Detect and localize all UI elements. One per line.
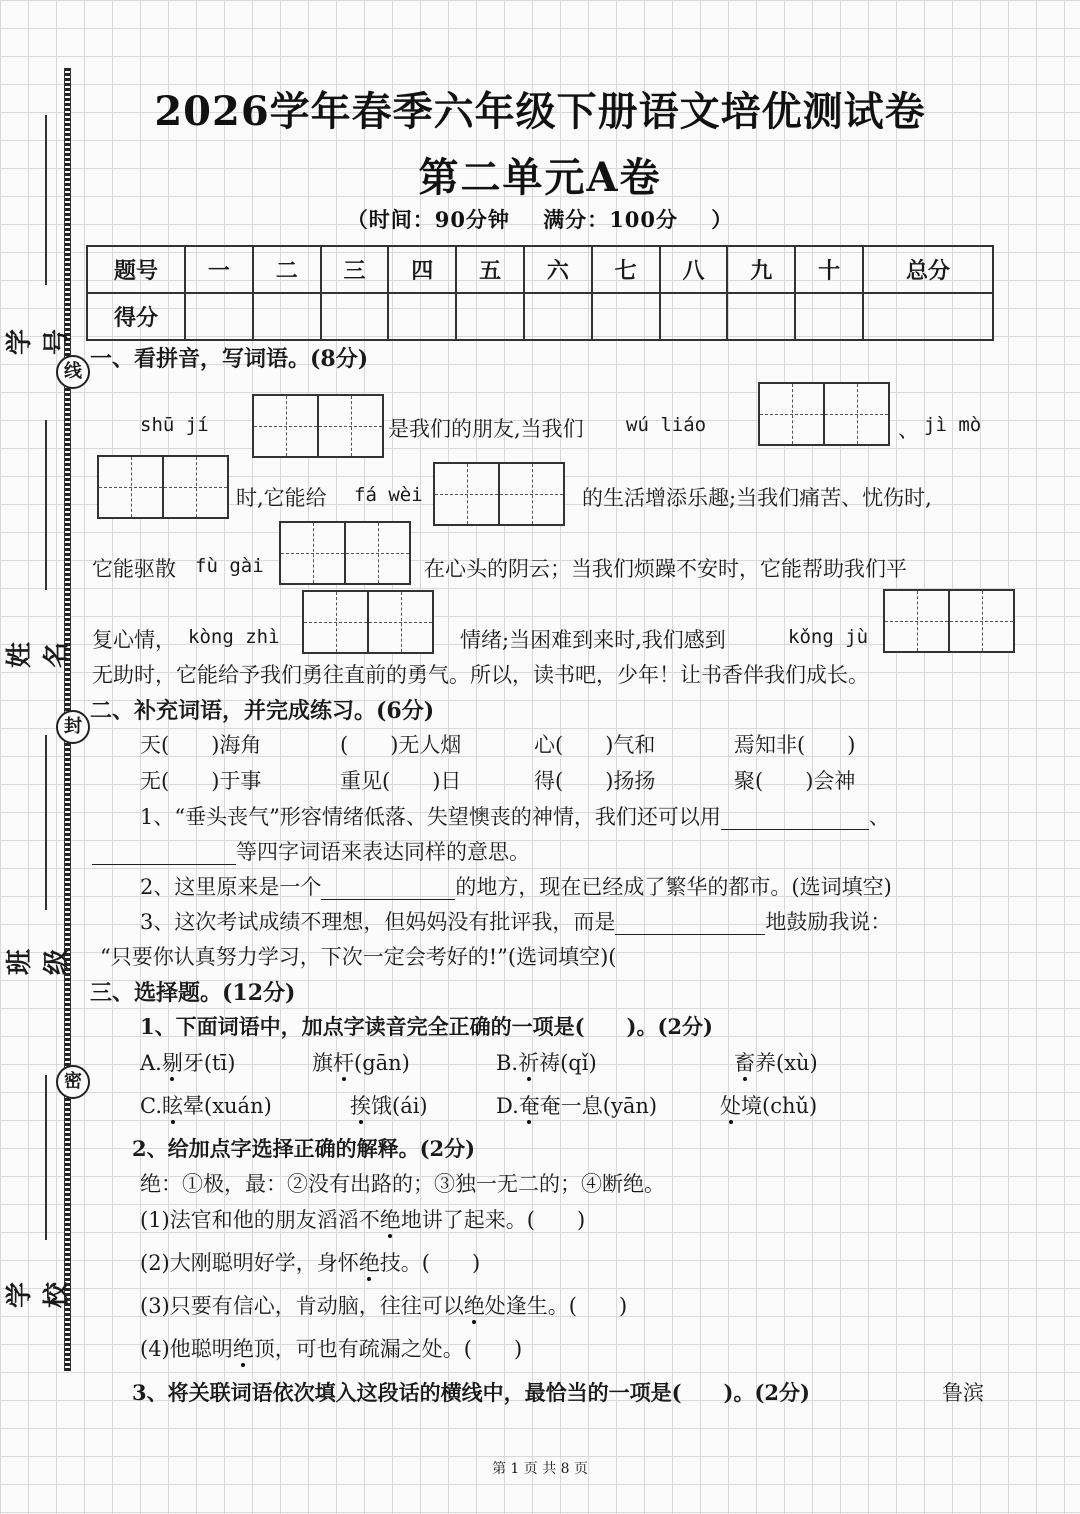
option-a-word2: 旗杆(gān) [312, 1051, 410, 1075]
score-row-label: 得分 [87, 293, 185, 340]
s1-text-5: 在心头的阴云；当我们烦躁不安时，它能帮助我们平 [424, 557, 907, 581]
idiom-fill[interactable]: 天( )海角 [140, 733, 262, 757]
s3-q3: 3、将关联词语依次填入这段话的横线中，最恰当的一项是( )。(2分) [132, 1380, 810, 1405]
s3-q2-sentence[interactable]: (2)大刚聪明好学，身怀绝技。( ) [140, 1251, 481, 1275]
s2-q3-text2: 地鼓励我说： [765, 910, 892, 934]
section2-heading: 二、补充词语，并完成练习。(6分) [90, 698, 435, 724]
score-cell[interactable] [795, 293, 863, 340]
char-box-jimo[interactable] [97, 455, 229, 519]
score-col: 六 [524, 246, 592, 293]
option-b[interactable]: B.祈祷(qǐ) [496, 1051, 597, 1075]
idiom-fill[interactable]: 重见( )日 [340, 769, 462, 793]
label-name: 姓名 [5, 642, 72, 669]
s2-q2-text: 2、这里原来是一个 [140, 875, 322, 899]
score-cell[interactable] [185, 293, 253, 340]
option-d-word2: 处境(chǔ) [720, 1094, 818, 1118]
score-cell[interactable] [660, 293, 728, 340]
score-cell[interactable] [456, 293, 524, 340]
meta-full: 100分 [609, 207, 679, 232]
pinyin-fugai: fù gài [195, 555, 264, 577]
s2-q1-text: 1、“垂头丧气”形容情绪低落、失望懊丧的神情，我们还可以用 [140, 805, 721, 829]
s1-text-7: 情绪;当困难到来时,我们感到 [460, 628, 726, 652]
label-student-id: 学号 [5, 329, 72, 356]
score-col: 七 [592, 246, 660, 293]
idiom-fill[interactable]: 心( )气和 [534, 733, 656, 757]
s2-q3 [140, 906, 891, 936]
meta-full-label: 满分： [543, 207, 610, 232]
pinyin-kongzhi: kòng zhì [188, 626, 280, 648]
s2-q1-cont [92, 836, 530, 866]
option-c[interactable]: C.眩晕(xuán) [140, 1094, 272, 1118]
score-cell[interactable] [727, 293, 795, 340]
pinyin-kongju: kǒng jù [788, 626, 869, 648]
score-value-row [87, 293, 993, 340]
answer-blank[interactable] [321, 875, 455, 900]
idiom-fill[interactable]: 无( )于事 [140, 769, 262, 793]
s2-q1 [140, 801, 890, 831]
score-col: 八 [660, 246, 728, 293]
answer-blank[interactable] [615, 910, 765, 935]
option-c-word2: 挨饿(ái) [350, 1094, 428, 1118]
class-field[interactable] [45, 735, 47, 910]
s2-q2 [140, 871, 892, 901]
score-cell[interactable] [524, 293, 592, 340]
answer-blank[interactable] [92, 840, 236, 865]
score-cell[interactable] [592, 293, 660, 340]
score-cell-total[interactable] [863, 293, 993, 340]
label-class: 班级 [5, 949, 72, 976]
exam-meta [0, 204, 1080, 234]
section1-heading: 一、看拼音，写词语。(8分) [90, 346, 369, 372]
s1-text-2: 时,它能给 [236, 486, 327, 510]
idiom-fill[interactable]: ( )无人烟 [340, 733, 462, 757]
s1-text-1: 是我们的朋友,当我们 [388, 417, 584, 441]
s1-text-8: 无助时，它能给予我们勇往直前的勇气。所以，读书吧，少年！让书香伴我们成长。 [92, 663, 869, 687]
idiom-fill[interactable]: 焉知非( ) [734, 733, 856, 757]
score-cell[interactable] [321, 293, 389, 340]
score-col: 一 [185, 246, 253, 293]
option-d[interactable]: D.奄奄一息(yān) [496, 1094, 658, 1118]
s3-q2-sentence[interactable]: (1)法官和他的朋友滔滔不绝地讲了起来。( ) [140, 1208, 586, 1232]
char-box-kongju[interactable] [883, 589, 1015, 653]
score-table [86, 245, 994, 341]
pinyin-fawei: fá wèi [354, 484, 423, 506]
s3-q2-sentence[interactable]: (4)他聪明绝顶，可也有疏漏之处。( ) [140, 1337, 523, 1361]
score-cell[interactable] [253, 293, 321, 340]
ring-mi: 密 [56, 1065, 90, 1099]
score-col: 三 [321, 246, 389, 293]
meta-time: 90分钟 [434, 207, 510, 232]
page-number: 第 1 页 共 8 页 [491, 1461, 589, 1477]
s3-q3-tail: 鲁滨 [942, 1381, 984, 1405]
s1-text-6: 复心情， [92, 628, 176, 652]
score-col-label: 题号 [87, 246, 185, 293]
pinyin-jimo: jì mò [924, 414, 982, 436]
char-box-shuji[interactable] [252, 394, 384, 458]
s1-sep: 、 [898, 418, 919, 442]
score-col: 四 [388, 246, 456, 293]
option-a[interactable]: A.剔牙(tī) [140, 1051, 236, 1075]
char-box-wuliao[interactable] [758, 382, 890, 446]
s2-q1-text2: 等四字词语来表达同样的意思。 [236, 840, 530, 864]
school-field[interactable] [45, 1075, 47, 1240]
score-col-total: 总分 [863, 246, 993, 293]
char-box-kongzhi[interactable] [302, 590, 434, 654]
exam-title: 2026学年春季六年级下册语文培优测试卷 [154, 88, 926, 135]
section3-heading: 三、选择题。(12分) [90, 980, 296, 1006]
s1-text-4: 它能驱散 [92, 557, 176, 581]
s2-q1-sep: 、 [868, 805, 890, 829]
score-col: 十 [795, 246, 863, 293]
pinyin-shuji: shū jí [140, 414, 209, 436]
exam-subtitle: 第二单元A卷 [418, 154, 662, 201]
s3-q1: 1、下面词语中，加点字读音完全正确的一项是( )。(2分) [140, 1014, 713, 1039]
pinyin-wuliao: wú liáo [626, 414, 707, 436]
char-box-fawei[interactable] [433, 462, 565, 526]
answer-blank[interactable] [721, 805, 869, 830]
s3-q2-definitions: 绝：①极，最：②没有出路的；③独一无二的；④断绝。 [140, 1172, 665, 1196]
s2-q3-text: 3、这次考试成绩不理想，但妈妈没有批评我，而是 [140, 910, 616, 934]
char-box-fugai[interactable] [279, 521, 411, 585]
score-col: 二 [253, 246, 321, 293]
s3-q2: 2、给加点字选择正确的解释。(2分) [132, 1136, 476, 1161]
s3-q2-sentence[interactable]: (3)只要有信心，肯动脑，往往可以绝处逢生。( ) [140, 1294, 628, 1318]
s1-text-3: 的生活增添乐趣;当我们痛苦、忧伤时, [582, 486, 932, 510]
meta-close: ） [711, 207, 734, 232]
meta-open: （时间： [346, 207, 435, 232]
ring-feng: 封 [56, 710, 90, 744]
option-b-word2: 畜养(xù) [734, 1051, 818, 1075]
score-header-row [87, 246, 993, 293]
s2-q2-text2: 的地方，现在已经成了繁华的都市。(选词填空) [455, 875, 892, 899]
idiom-fill[interactable]: 聚( )会神 [734, 769, 856, 793]
score-col: 五 [456, 246, 524, 293]
s2-q3-cont: “只要你认真努力学习，下次一定会考好的!”(选词填空)( [100, 945, 617, 969]
label-school: 学校 [5, 1282, 72, 1309]
idiom-fill[interactable]: 得( )扬扬 [534, 769, 656, 793]
score-col: 九 [727, 246, 795, 293]
score-cell[interactable] [388, 293, 456, 340]
ring-xian: 线 [56, 355, 90, 389]
name-field[interactable] [45, 420, 47, 590]
